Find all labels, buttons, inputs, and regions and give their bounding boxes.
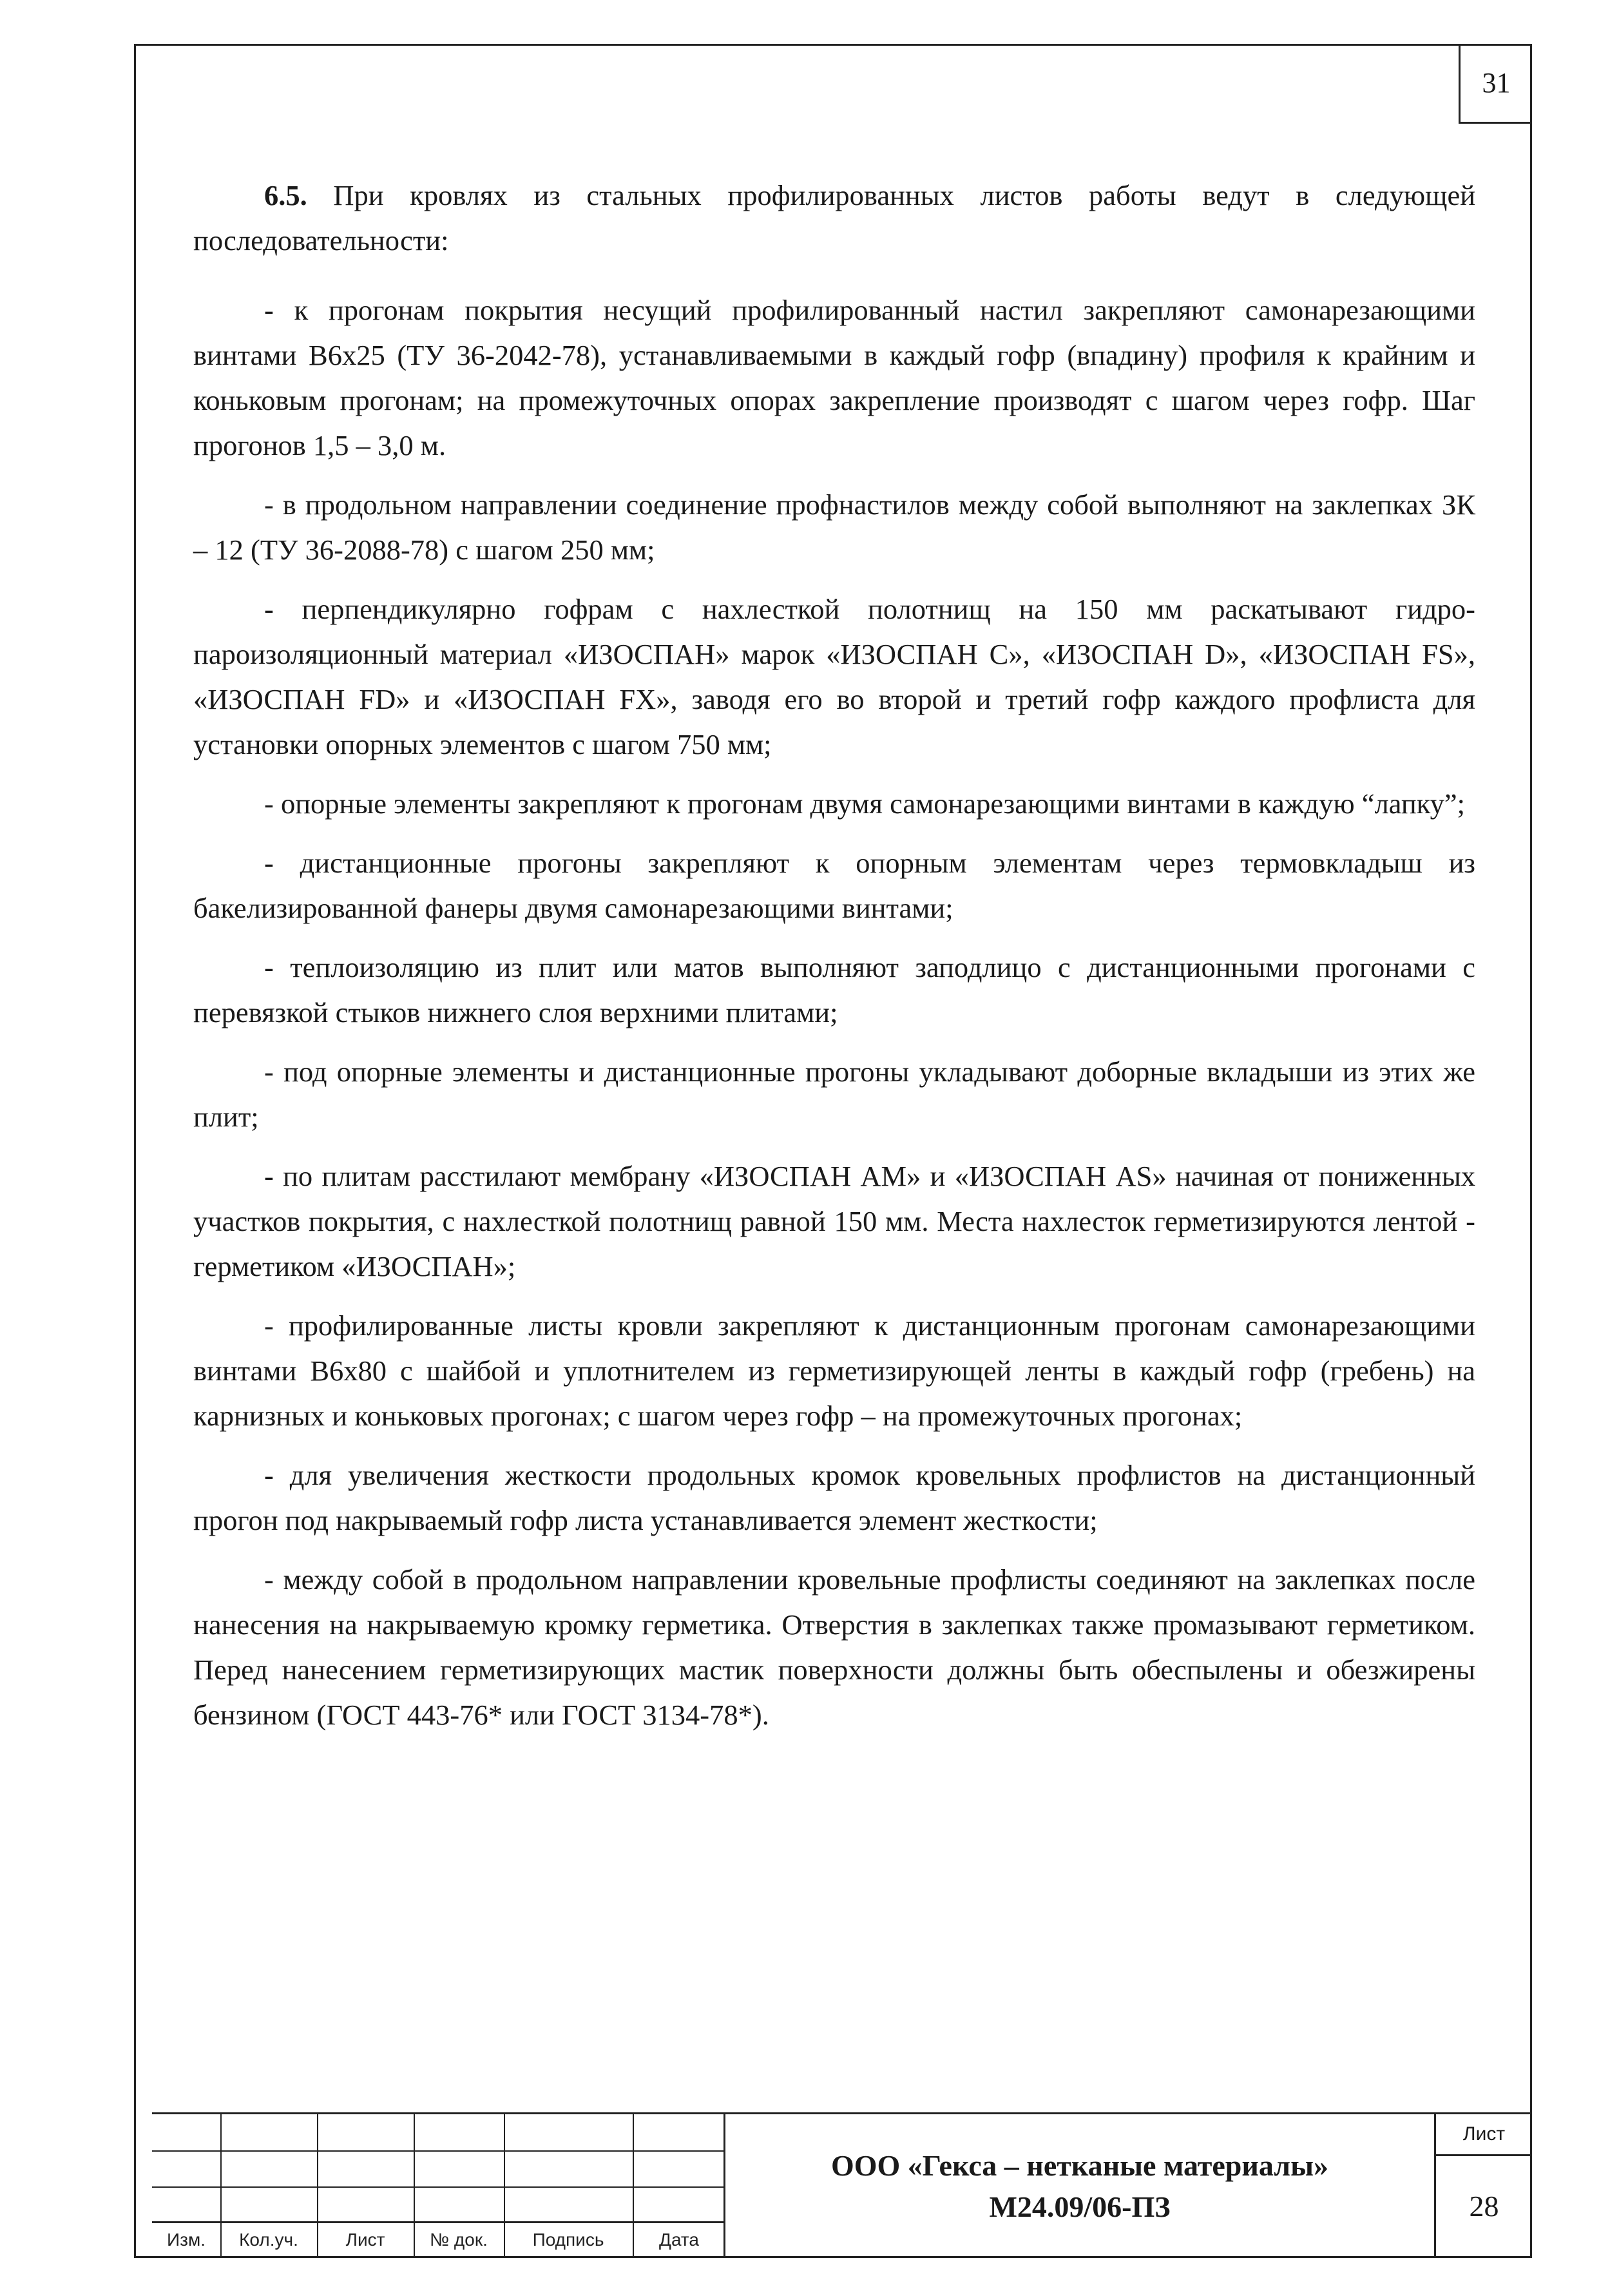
title-block <box>152 2112 1532 2258</box>
list-item: - к прогонам покрытия несущий профилированный настил закрепляют самонарезающими винтами В6х25 (ТУ 36-2042-78), устанавливаемыми в каждый гофр (впадину) профиля к крайним и коньковым прогонам; на промежуточных опорах закрепление производят с шагом через гофр. Шаг прогонов 1,5 – 3,0 м. <box>193 294 1475 461</box>
section-number: 6.5. <box>264 179 307 211</box>
organization-block <box>725 2114 1434 2258</box>
paragraph-text: При кровлях из стальных профилированных листов работы ведут в следующей последовательности: <box>193 179 1476 256</box>
page-number: 31 <box>1459 44 1532 124</box>
list-item: - в продольном направлении соединение профнастилов между собой выполняют на заклепках ЗК – 12 (ТУ 36-2088-78) с шагом 250 мм; <box>193 488 1475 566</box>
organization-name: ООО «Гекса – нетканые материалы» <box>830 2148 1329 2182</box>
list-item: - опорные элементы закрепляют к прогонам двумя самонарезающими винтами в каждую “лапку”; <box>264 787 1466 820</box>
list-item: - под опорные элементы и дистанционные прогоны укладывают доборные вкладыши из этих же плит; <box>193 1056 1475 1133</box>
list-item: - теплоизоляцию из плит или матов выполняют заподлицо с дистанционными прогонами с перевязкой стыков нижнего слоя верхними плитами; <box>193 951 1475 1028</box>
paragraph-intro <box>193 173 1475 263</box>
column-label-qty: Кол.уч. <box>239 2230 298 2250</box>
list-item: - профилированные листы кровли закрепляют к дистанционным прогонам самонарезающими винтами В6х80 с шайбой и уплотнителем из герметизирующей ленты в каждый гофр (гребень) на карнизных и коньковых прогонах; с шагом через гофр – на промежуточных прогонах; <box>193 1309 1475 1432</box>
list-item: - дистанционные прогоны закрепляют к опорным элементам через термовкладыш из бакелизированной фанеры двумя самонарезающими винтами; <box>193 847 1475 924</box>
list-item: - между собой в продольном направлении кровельные профлисты соединяют на заклепках после нанесения на накрываемую кромку герметика. Отверстия в заклепках также промазывают герметиком. Перед нанесением герметизирующих мастик поверхности должны быть обеспылены и обезжирены бензином (ГОСТ 443-76* или ГОСТ 3134-78*). <box>193 1563 1475 1731</box>
document-body <box>193 173 1475 1751</box>
column-label-signature: Подпись <box>532 2230 604 2250</box>
grid-line <box>152 2186 723 2188</box>
sheet-number: 28 <box>1469 2190 1499 2223</box>
sheet-block <box>1434 2114 1532 2258</box>
list-item: - для увеличения жесткости продольных кромок кровельных профлистов на дистанционный прогон под накрываемый гофр листа устанавливается элемент жесткости; <box>193 1459 1475 1536</box>
column-label-sheet: Лист <box>345 2230 385 2250</box>
document-code: М24.09/06-ПЗ <box>989 2190 1171 2223</box>
sheet-label: Лист <box>1436 2114 1532 2156</box>
column-label-date: Дата <box>658 2230 699 2250</box>
grid-line <box>152 2150 723 2152</box>
list-item: - перпендикулярно гофрам с нахлесткой полотнищ на 150 мм раскатывают гидро-пароизоляционный материал «ИЗОСПАН» марок «ИЗОСПАН С», «ИЗОСПАН D», «ИЗОСПАН FS», «ИЗОСПАН FD» и «ИЗОСПАН FX», заводя его во второй и третий гофр каждого профлиста для установки опорных элементов с шагом 750 мм; <box>193 593 1475 760</box>
column-label-doc-number: № док. <box>430 2230 488 2250</box>
list-item: - по плитам расстилают мембрану «ИЗОСПАН АМ» и «ИЗОСПАН AS» начиная от пониженных участков покрытия, с нахлесткой полотнищ равной 150 мм. Места нахлесток герметизируются лентой - герметиком «ИЗОСПАН»; <box>193 1160 1475 1282</box>
column-label-change: Изм. <box>167 2230 206 2250</box>
revision-grid <box>152 2114 725 2258</box>
